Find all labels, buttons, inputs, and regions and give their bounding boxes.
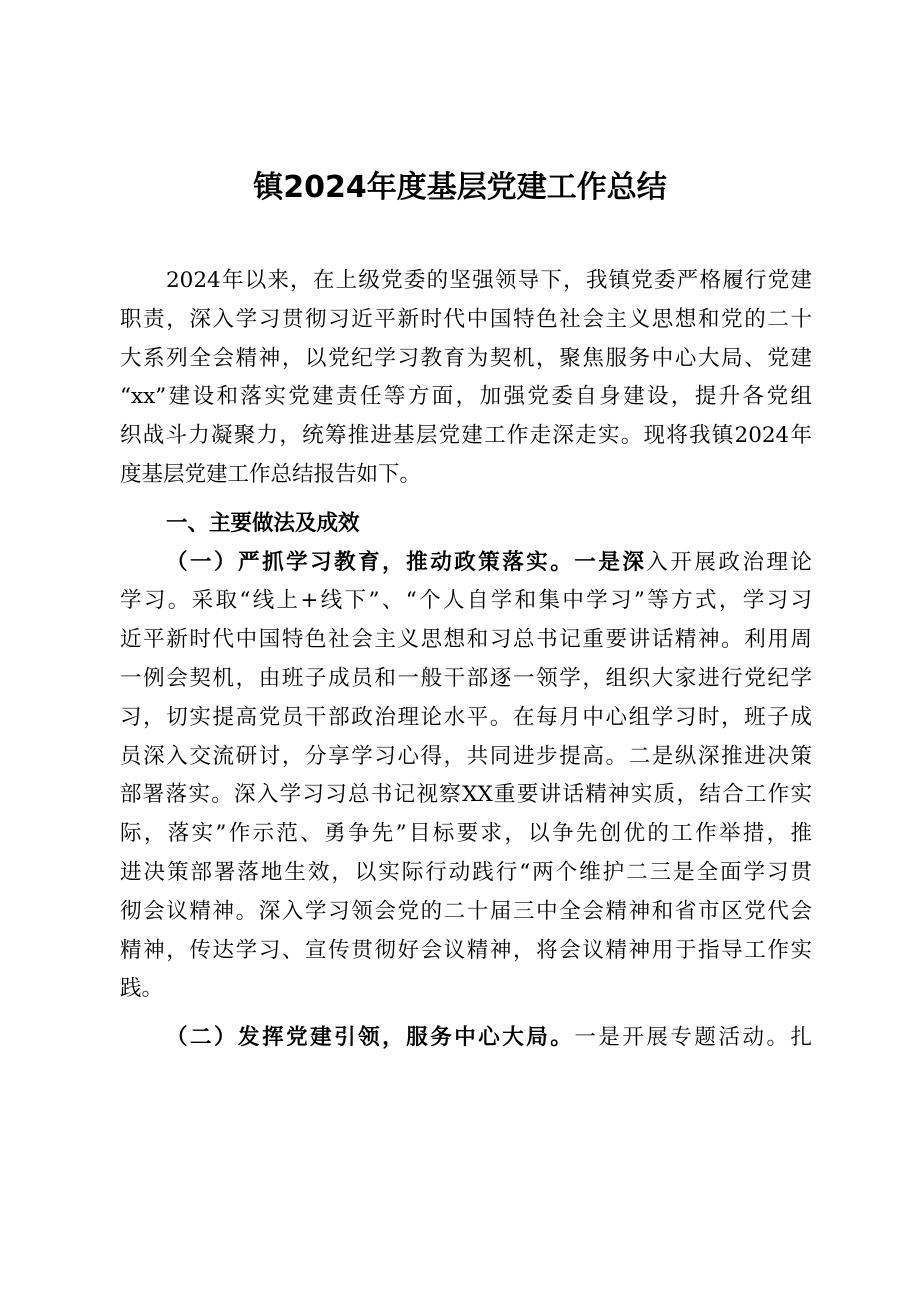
subsection-1-line-10: 彻会议精神。深入学习领会党的二十届三中全会精神和省市区党代会 bbox=[120, 898, 812, 924]
subsection-1-line-9: 进决策部署落地生效，以实际行动践行“两个维护二三是全面学习贯 bbox=[120, 859, 812, 885]
intro-line-2: 职责，深入学习贯彻习近平新时代中国特色社会主义思想和党的二十 bbox=[120, 306, 812, 332]
intro-line-5: 织战斗力凝聚力，统筹推进基层党建工作走深走实。现将我镇2024年 bbox=[120, 423, 812, 449]
subsection-1-line-3: 近平新时代中国特色社会主义思想和习总书记重要讲话精神。利用周 bbox=[120, 627, 812, 653]
section-heading-1: 一、主要做法及成效 bbox=[166, 510, 360, 536]
subsection-1-first-line bbox=[120, 544, 812, 583]
subsection-1-heading: （一）严抓学习教育，推动政策落实。一是深 bbox=[166, 549, 647, 575]
subsection-1-line-11: 精神，传达学习、宣传贯彻好会议精神，将会议精神用于指导工作实 bbox=[120, 937, 812, 963]
intro-line-6: 度基层党建工作总结报告如下。 bbox=[120, 461, 422, 487]
subsection-2-heading: （二）发挥党建引领，服务中心大局。 bbox=[166, 1025, 575, 1051]
subsection-1-line-4: 一例会契机，由班子成员和一般干部逐一领学，组织大家进行党纪学 bbox=[120, 665, 812, 691]
subsection-1-first-rest: 入开展政治理论 bbox=[646, 549, 812, 575]
subsection-1-line-8: 际，落实”作示范、勇争先”目标要求，以争先创优的工作举措，推 bbox=[120, 821, 812, 847]
intro-line-4: “xx”建设和落实党建责任等方面，加强党委自身建设，提升各党组 bbox=[120, 384, 812, 410]
intro-line-1: 2024年以来，在上级党委的坚强领导下，我镇党委严格履行党建 bbox=[166, 268, 812, 293]
subsection-2-first-rest: 一是开展专题活动。扎 bbox=[574, 1025, 812, 1051]
subsection-1-line-2: 学习。采取“线上+线下”、“个人自学和集中学习”等方式，学习习 bbox=[120, 588, 812, 614]
subsection-1-line-6: 员深入交流研讨，分享学习心得，共同进步提高。二是纵深推进决策 bbox=[120, 743, 812, 769]
subsection-1-line-12: 践。 bbox=[120, 976, 164, 1002]
document-title: 镇2024年度基层党建工作总结 bbox=[253, 170, 667, 205]
subsection-1-line-5: 习，切实提高党员干部政治理论水平。在每月中心组学习时，班子成 bbox=[120, 704, 812, 730]
document-body bbox=[120, 262, 812, 1058]
subsection-1-line-7: 部署落实。深入学习习总书记视察XX重要讲话精神实质，结合工作实 bbox=[120, 782, 812, 808]
intro-line-3: 大系列全会精神，以党纪学习教育为契机，聚焦服务中心大局、党建 bbox=[120, 345, 812, 371]
subsection-2-first-line bbox=[120, 1019, 812, 1058]
